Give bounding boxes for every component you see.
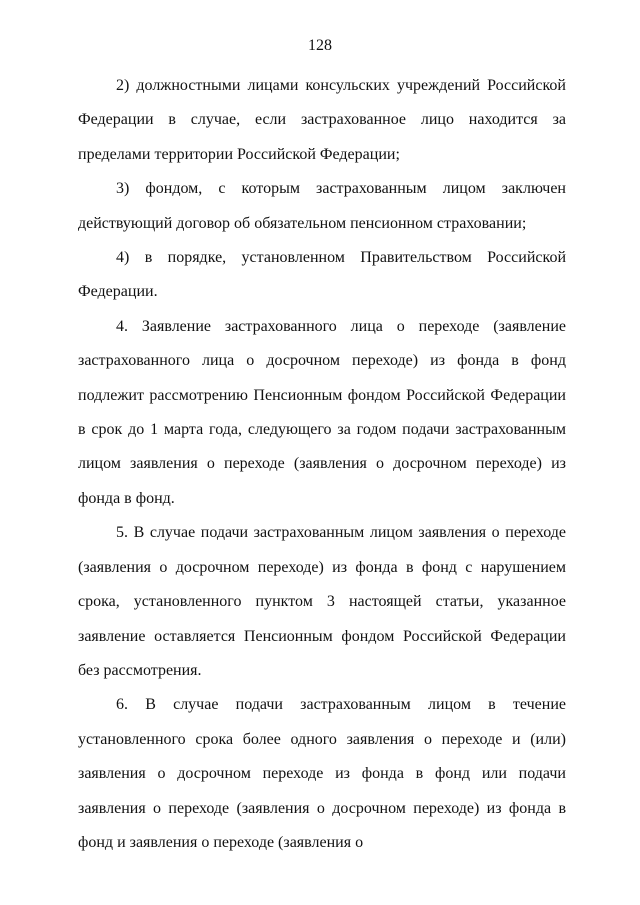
paragraph-item-4: 4) в порядке, установленном Правительством Российской Федерации.: [78, 249, 566, 301]
paragraph-section-4: 4. Заявление застрахованного лица о переходе (заявление застрахованного лица о досрочном переходе) из фонда в фонд подлежит рассмотрению Пенсионным фондом Российской Федерации в срок до 1 марта года, следующего за годом подачи застрахованным лицом заявления о переходе (заявления о досрочном переходе) из фонда в фонд.: [78, 317, 566, 507]
paragraph-item-3: 3) фондом, с которым застрахованным лицом заключен действующий договор об обязательном пенсионном страховании;: [78, 180, 566, 232]
document-body: [78, 69, 566, 860]
paragraph-section-5: 5. В случае подачи застрахованным лицом заявления о переходе (заявления о досрочном переходе) из фонда в фонд с нарушением срока, установленного пунктом 3 настоящей статьи, указанное заявление оставляется Пенсионным фондом Российской Федерации без рассмотрения.: [78, 524, 566, 679]
paragraph-section-6: 6. В случае подачи застрахованным лицом в течение установленного срока более одного заявления о переходе и (или) заявления о досрочном переходе из фонда в фонд или подачи заявления о переходе (заявления о досрочном переходе) из фонда в фонд и заявления о переходе (заявления о: [78, 696, 566, 851]
paragraph-item-2: 2) должностными лицами консульских учреждений Российской Федерации в случае, если застрахованное лицо находится за пределами территории Российской Федерации;: [78, 77, 566, 163]
page-number: 128: [308, 37, 332, 54]
